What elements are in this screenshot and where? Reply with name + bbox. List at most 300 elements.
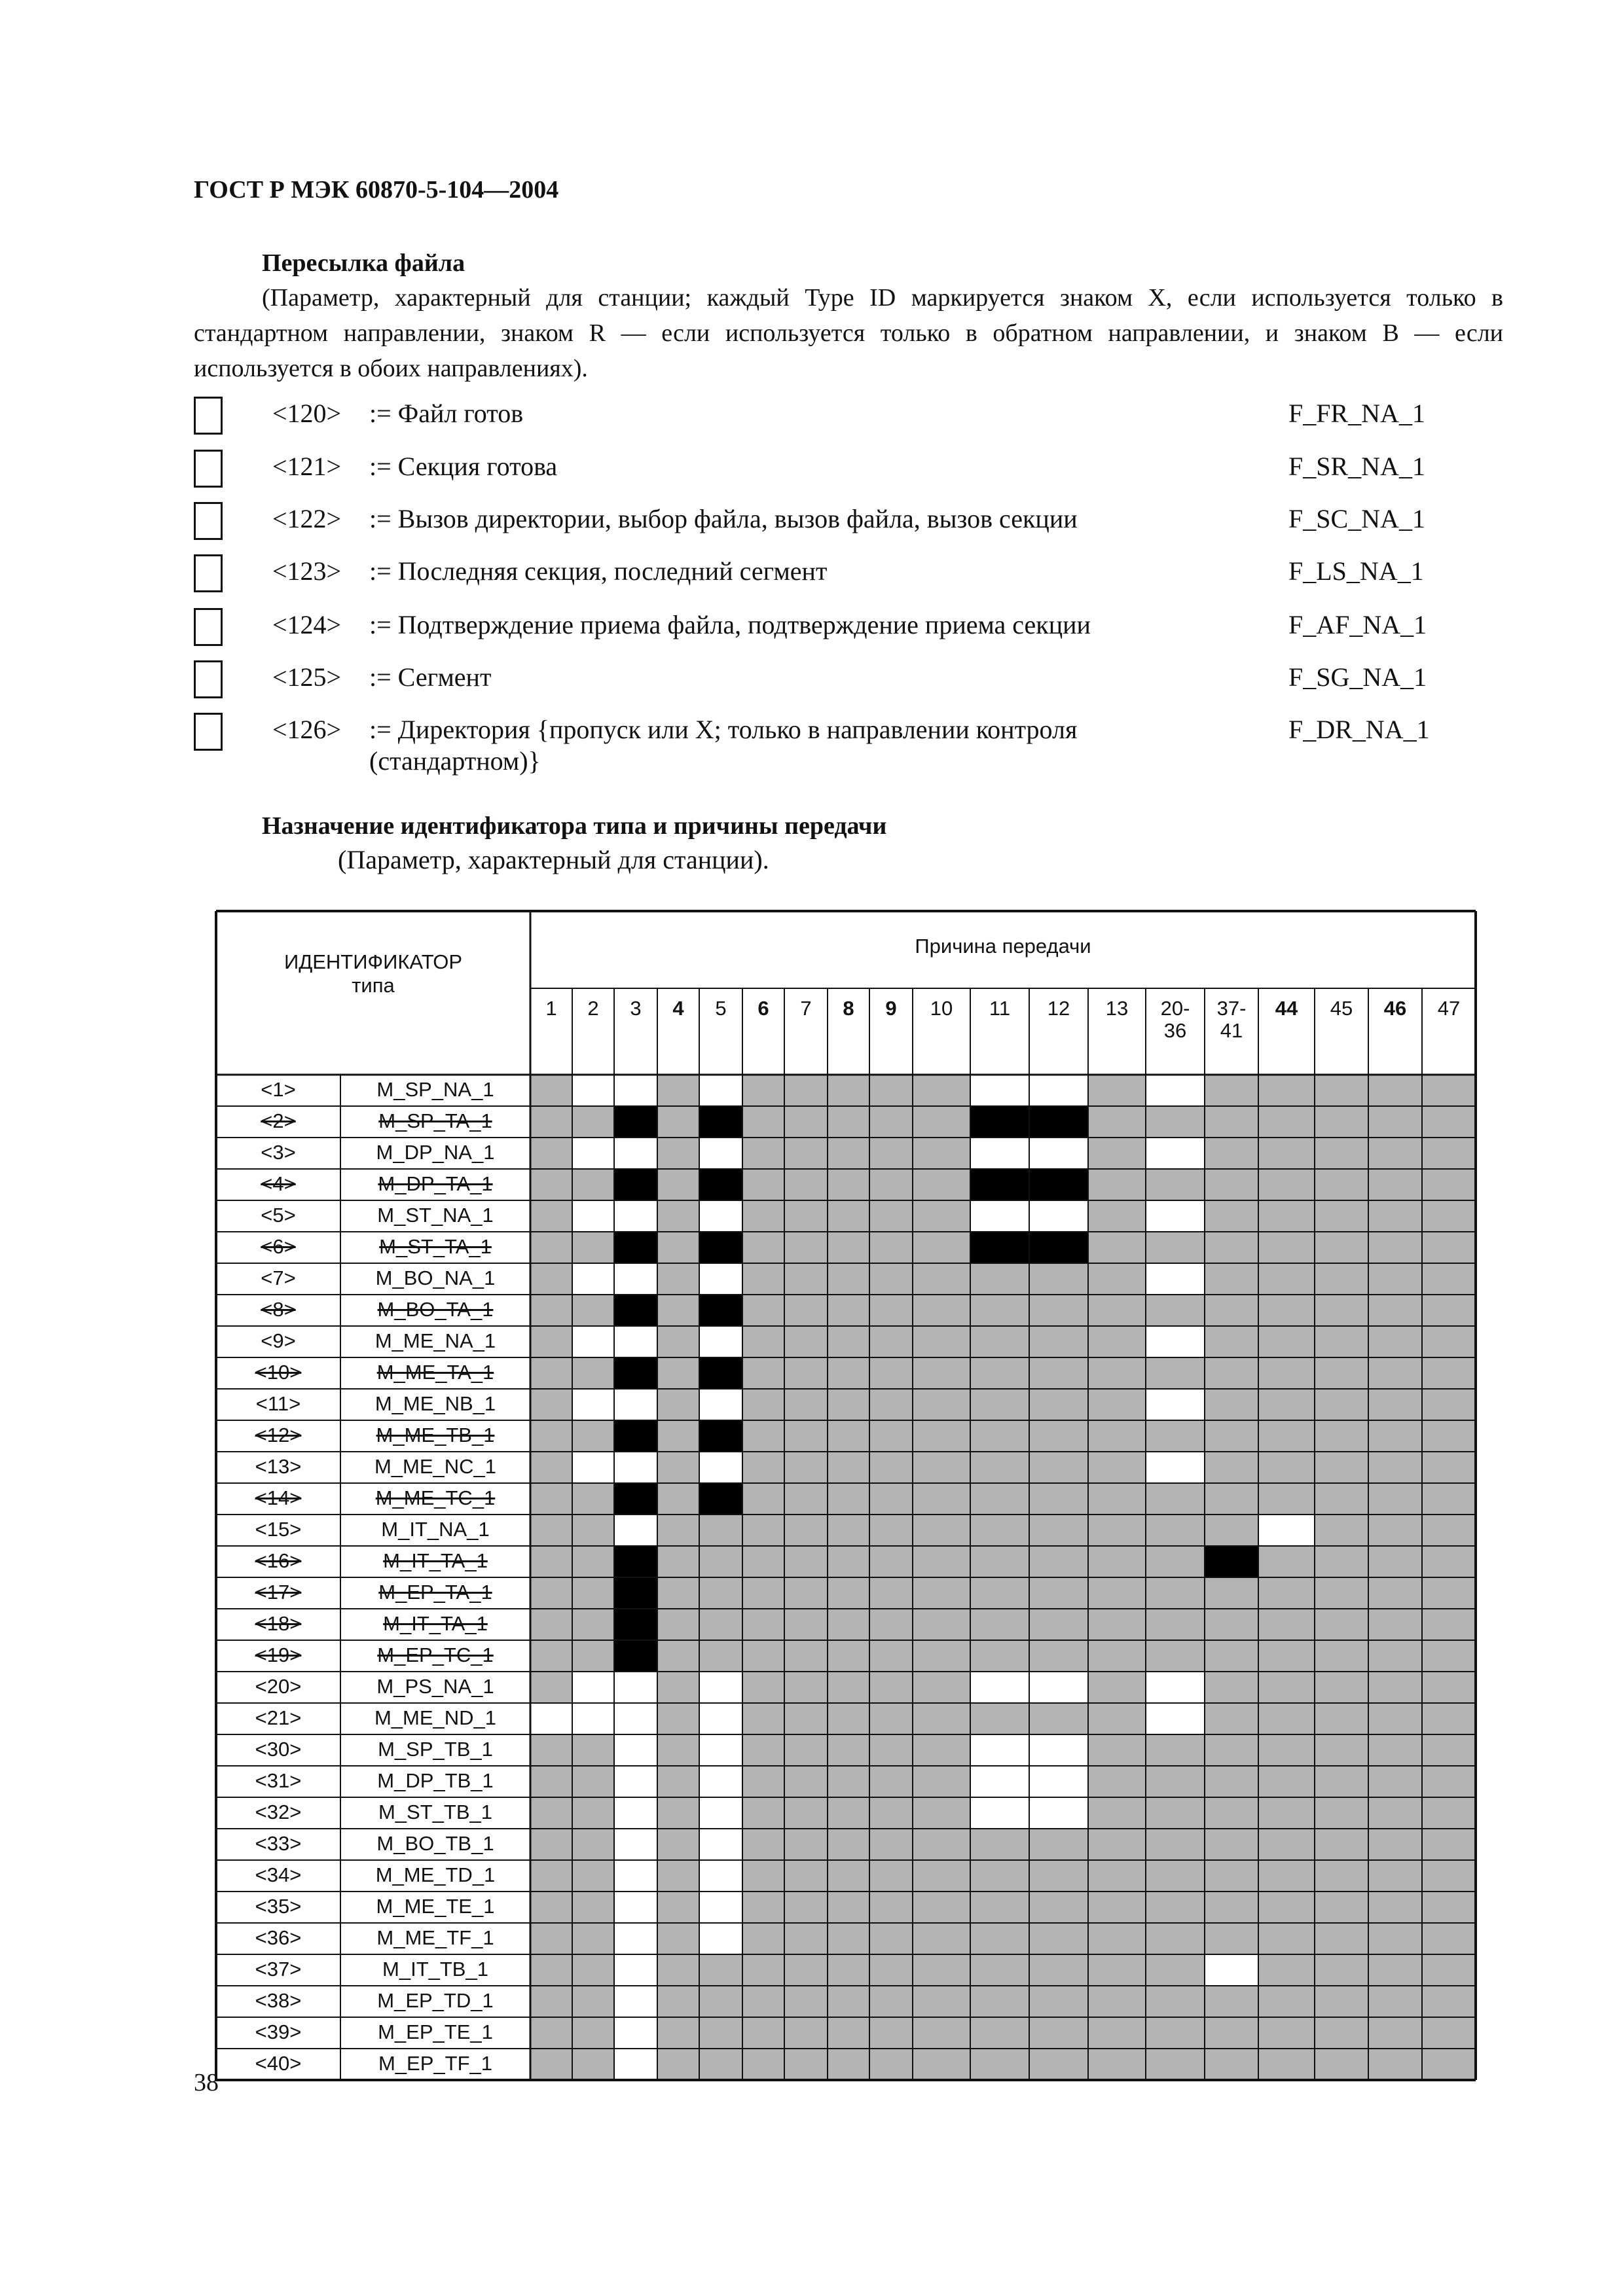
table-cell	[1029, 1577, 1088, 1609]
type-code: <120>	[272, 399, 342, 428]
table-cell	[530, 1452, 572, 1483]
table-cell	[970, 1829, 1029, 1860]
table-cell	[828, 1263, 869, 1295]
table-cell	[1205, 1797, 1258, 1829]
table-cell	[657, 1672, 699, 1703]
table-cell	[742, 1672, 784, 1703]
table-cell	[1146, 1200, 1205, 1232]
table-cell	[828, 1326, 869, 1357]
table-cell	[530, 1263, 572, 1295]
table-cell	[1088, 1734, 1146, 1766]
table-cell	[784, 1357, 828, 1389]
table-cell	[1205, 1075, 1258, 1106]
table-cell	[657, 1326, 699, 1357]
table-cell	[1029, 1766, 1088, 1797]
table-cell	[1146, 1515, 1205, 1546]
cause-header-cell	[530, 911, 1476, 988]
table-cell	[742, 2017, 784, 2049]
table-cell	[614, 1766, 657, 1797]
table-cell	[784, 2049, 828, 2080]
table-cell	[1258, 1672, 1315, 1703]
table-cell	[913, 1797, 970, 1829]
table-cell	[530, 1703, 572, 1734]
checkbox[interactable]	[194, 554, 223, 592]
table-cell	[970, 1577, 1029, 1609]
checkbox[interactable]	[194, 713, 223, 751]
table-cell	[1029, 1923, 1088, 1954]
table-cell	[828, 1106, 869, 1138]
table-cell	[614, 2049, 657, 2080]
table-cell	[572, 1169, 614, 1200]
table-cell	[614, 1326, 657, 1357]
row-type-name: M_ME_TB_1	[340, 1420, 530, 1452]
table-cell	[1422, 1954, 1476, 1986]
table-cell	[1205, 1200, 1258, 1232]
table-cell	[828, 1954, 869, 1986]
table-cell	[530, 1515, 572, 1546]
table-cell	[1146, 1640, 1205, 1672]
table-cell	[530, 1232, 572, 1263]
table-cell	[1422, 1672, 1476, 1703]
table-cell	[614, 1954, 657, 1986]
table-cell	[1029, 1797, 1088, 1829]
table-cell	[970, 1766, 1029, 1797]
table-cell	[1315, 1609, 1368, 1640]
table-cell	[742, 1703, 784, 1734]
table-cell	[657, 1200, 699, 1232]
table-cell	[530, 1892, 572, 1923]
table-cell	[1315, 1923, 1368, 1954]
row-type-name: M_ST_TB_1	[340, 1797, 530, 1829]
table-cell	[784, 1232, 828, 1263]
table-cell	[869, 1797, 913, 1829]
table-cell	[1422, 1923, 1476, 1954]
row-type-code: <1>	[216, 1075, 340, 1106]
type-description: := Секция готова	[369, 452, 558, 481]
table-cell	[1258, 1515, 1315, 1546]
table-cell	[913, 1169, 970, 1200]
table-cell	[657, 1923, 699, 1954]
table-cell	[572, 2049, 614, 2080]
table-cell	[1029, 1106, 1088, 1138]
column-header-label: 46	[1383, 997, 1407, 1020]
table-cell	[699, 1169, 742, 1200]
table-cell	[614, 1860, 657, 1892]
row-type-code: <10>	[216, 1357, 340, 1389]
table-cell	[913, 1829, 970, 1860]
table-cell	[1088, 1577, 1146, 1609]
table-cell	[828, 1577, 869, 1609]
table-cell	[1258, 1609, 1315, 1640]
table-cell	[828, 1138, 869, 1169]
checkbox[interactable]	[194, 502, 223, 540]
file-transfer-item	[194, 605, 1477, 651]
table-cell	[1422, 1703, 1476, 1734]
table-cell	[1205, 1860, 1258, 1892]
type-description: := Последняя секция, последний сегмент	[369, 556, 828, 586]
table-cell	[1146, 2017, 1205, 2049]
table-cell	[1258, 1232, 1315, 1263]
table-cell	[1368, 1546, 1422, 1577]
table-cell	[970, 1892, 1029, 1923]
table-cell	[1205, 1986, 1258, 2017]
table-cell	[828, 2017, 869, 2049]
table-cell	[828, 1986, 869, 2017]
row-type-name: M_EP_TE_1	[340, 2017, 530, 2049]
table-cell	[1088, 1200, 1146, 1232]
table-cell	[913, 1640, 970, 1672]
table-cell	[1422, 1232, 1476, 1263]
checkbox[interactable]	[194, 397, 223, 435]
table-cell	[1315, 1640, 1368, 1672]
table-cell	[1146, 1797, 1205, 1829]
table-cell	[1205, 1420, 1258, 1452]
table-cell	[657, 1106, 699, 1138]
table-cell	[869, 1892, 913, 1923]
table-cell	[1368, 1829, 1422, 1860]
table-cell	[1422, 1515, 1476, 1546]
table-cell	[1315, 1106, 1368, 1138]
column-header-label: 9	[885, 997, 897, 1020]
table-cell	[530, 1169, 572, 1200]
table-cell	[1422, 1860, 1476, 1892]
table-cell	[913, 1609, 970, 1640]
column-header-label: 11	[989, 997, 1011, 1020]
column-header	[1422, 988, 1476, 1075]
table-cell	[742, 1232, 784, 1263]
table-cell	[784, 1640, 828, 1672]
table-cell	[699, 1295, 742, 1326]
table-cell	[1205, 1923, 1258, 1954]
table-cell	[1258, 1703, 1315, 1734]
table-cell	[1029, 1829, 1088, 1860]
table-cell	[1422, 1138, 1476, 1169]
table-cell	[1029, 1609, 1088, 1640]
table-cell	[913, 1106, 970, 1138]
table-cell	[828, 1420, 869, 1452]
type-identifier: F_AF_NA_1	[1288, 610, 1427, 639]
table-cell	[1258, 1734, 1315, 1766]
table-cell	[572, 1295, 614, 1326]
table-cell	[869, 1200, 913, 1232]
table-cell	[699, 1703, 742, 1734]
row-type-code: <21>	[216, 1703, 340, 1734]
table-cell	[614, 1106, 657, 1138]
row-type-name: M_ME_TD_1	[340, 1860, 530, 1892]
table-cell	[1029, 1672, 1088, 1703]
table-cell	[1029, 1734, 1088, 1766]
table-cell	[913, 1923, 970, 1954]
table-cell	[699, 1797, 742, 1829]
table-cell	[742, 1766, 784, 1797]
table-cell	[572, 1734, 614, 1766]
table-cell	[1088, 1766, 1146, 1797]
table-cell	[657, 2017, 699, 2049]
table-cell	[869, 1734, 913, 1766]
table-cell	[657, 1797, 699, 1829]
table-cell	[970, 1357, 1029, 1389]
table-cell	[699, 1860, 742, 1892]
type-code: <123>	[272, 556, 342, 586]
table-cell	[869, 1860, 913, 1892]
column-header-label: 10	[930, 997, 953, 1020]
table-cell	[572, 1546, 614, 1577]
table-cell	[614, 1515, 657, 1546]
row-type-name: M_ST_NA_1	[340, 1200, 530, 1232]
checkbox[interactable]	[194, 660, 223, 698]
table-cell	[572, 1577, 614, 1609]
table-cell	[1205, 1452, 1258, 1483]
column-header	[1315, 988, 1368, 1075]
table-cell	[1029, 1200, 1088, 1232]
table-cell	[1088, 1138, 1146, 1169]
table-cell	[1088, 1357, 1146, 1389]
table-cell	[530, 1326, 572, 1357]
table-cell	[1315, 1138, 1368, 1169]
table-cell	[742, 1797, 784, 1829]
table-cell	[828, 1295, 869, 1326]
table-cell	[970, 1640, 1029, 1672]
table-cell	[828, 1200, 869, 1232]
table-cell	[970, 1326, 1029, 1357]
table-cell	[572, 1640, 614, 1672]
table-cell	[1029, 1452, 1088, 1483]
table-cell	[1368, 1263, 1422, 1295]
table-cell	[572, 1609, 614, 1640]
table-cell	[1368, 1106, 1422, 1138]
table-cell	[869, 1138, 913, 1169]
table-cell	[784, 1986, 828, 2017]
table-cell	[742, 1200, 784, 1232]
table-cell	[970, 2049, 1029, 2080]
row-type-name: M_EP_TA_1	[340, 1577, 530, 1609]
table-cell	[1088, 1295, 1146, 1326]
table-cell	[828, 2049, 869, 2080]
table-cell	[742, 1954, 784, 1986]
table-cell	[1088, 1829, 1146, 1860]
table-cell	[572, 1860, 614, 1892]
table-cell	[530, 1954, 572, 1986]
type-code: <121>	[272, 452, 342, 481]
file-transfer-item	[194, 658, 1477, 704]
table-cell	[913, 1138, 970, 1169]
table-cell	[1146, 1295, 1205, 1326]
table-cell	[970, 1986, 1029, 2017]
column-header-label: 7	[800, 997, 812, 1020]
table-cell	[1258, 1263, 1315, 1295]
table-cell	[1368, 1766, 1422, 1797]
column-header-label: 6	[757, 997, 769, 1020]
table-cell	[1422, 1797, 1476, 1829]
table-cell	[1368, 1420, 1422, 1452]
table-cell	[970, 1138, 1029, 1169]
row-type-code: <2>	[216, 1106, 340, 1138]
table-cell	[614, 2017, 657, 2049]
table-cell	[572, 1515, 614, 1546]
table-cell	[1205, 1546, 1258, 1577]
table-cell	[869, 1483, 913, 1515]
table-cell	[1258, 1452, 1315, 1483]
table-cell	[1205, 1483, 1258, 1515]
table-cell	[657, 1232, 699, 1263]
table-cell	[742, 1420, 784, 1452]
table-cell	[913, 1954, 970, 1986]
table-cell	[1315, 1295, 1368, 1326]
table-cell	[1146, 1169, 1205, 1200]
table-cell	[1029, 2017, 1088, 2049]
row-type-name: M_BO_TA_1	[340, 1295, 530, 1326]
table-cell	[1368, 1640, 1422, 1672]
table-cell	[913, 1766, 970, 1797]
table-cell	[913, 1892, 970, 1923]
checkbox[interactable]	[194, 450, 223, 488]
row-type-name: M_ME_NA_1	[340, 1326, 530, 1357]
column-header-label: 5	[715, 997, 727, 1020]
section-description-file-transfer: (Параметр, характерный для станции; каждый Type ID маркируется знаком X, если используется только в стандартном направлении, знаком R — если используется только в обратном направлении, и знаком B — если используется в обоих направлениях).	[194, 284, 1503, 382]
table-cell	[1088, 1106, 1146, 1138]
column-header	[657, 988, 699, 1075]
table-cell	[1205, 2017, 1258, 2049]
column-header	[742, 988, 784, 1075]
table-cell	[1368, 2049, 1422, 2080]
table-cell	[530, 1609, 572, 1640]
table-cell	[869, 1609, 913, 1640]
row-type-name: M_EP_TC_1	[340, 1640, 530, 1672]
table-cell	[1088, 1420, 1146, 1452]
table-cell	[530, 1200, 572, 1232]
table-cell	[784, 1138, 828, 1169]
cause-header-label: Причина передачи	[915, 935, 1091, 958]
table-cell	[1422, 1609, 1476, 1640]
row-type-code: <35>	[216, 1892, 340, 1923]
table-cell	[970, 1734, 1029, 1766]
row-type-code: <9>	[216, 1326, 340, 1357]
table-cell	[1029, 1295, 1088, 1326]
table-cell	[913, 1703, 970, 1734]
table-cell	[1205, 1295, 1258, 1326]
column-header	[913, 988, 970, 1075]
table-cell	[742, 1357, 784, 1389]
table-cell	[699, 1923, 742, 1954]
row-type-code: <33>	[216, 1829, 340, 1860]
table-cell	[784, 1515, 828, 1546]
table-cell	[699, 1357, 742, 1389]
table-cell	[1205, 1326, 1258, 1357]
table-cell	[1258, 1169, 1315, 1200]
section-description-type-assignment: (Параметр, характерный для станции).	[338, 845, 769, 874]
table-cell	[1029, 1138, 1088, 1169]
table-cell	[1422, 1577, 1476, 1609]
table-cell	[1029, 1389, 1088, 1420]
table-cell	[1088, 1640, 1146, 1672]
table-cell	[742, 1546, 784, 1577]
table-cell	[869, 1766, 913, 1797]
table-cell	[657, 1734, 699, 1766]
table-cell	[1258, 1766, 1315, 1797]
table-cell	[699, 2049, 742, 2080]
table-cell	[657, 1703, 699, 1734]
table-cell	[530, 1483, 572, 1515]
table-cell	[1029, 1263, 1088, 1295]
table-cell	[530, 1577, 572, 1609]
table-cell	[1315, 1200, 1368, 1232]
table-cell	[742, 1138, 784, 1169]
table-cell	[970, 1389, 1029, 1420]
table-cell	[530, 1138, 572, 1169]
table-cell	[828, 1640, 869, 1672]
table-cell	[828, 1860, 869, 1892]
table-cell	[1258, 1138, 1315, 1169]
table-cell	[828, 1703, 869, 1734]
table-cell	[572, 1200, 614, 1232]
table-cell	[742, 1452, 784, 1483]
table-cell	[913, 1546, 970, 1577]
table-cell	[614, 1640, 657, 1672]
table-cell	[1088, 1452, 1146, 1483]
row-type-code: <13>	[216, 1452, 340, 1483]
table-cell	[1315, 1169, 1368, 1200]
row-type-code: <5>	[216, 1200, 340, 1232]
row-type-code: <3>	[216, 1138, 340, 1169]
section-title-file-transfer: Пересылка файла	[262, 249, 465, 277]
table-cell	[1368, 1357, 1422, 1389]
table-cell	[1146, 1577, 1205, 1609]
table-cell	[1088, 1263, 1146, 1295]
row-type-code: <15>	[216, 1515, 340, 1546]
table-cell	[869, 1954, 913, 1986]
table-cell	[869, 1703, 913, 1734]
table-cell	[784, 1295, 828, 1326]
table-cell	[657, 1546, 699, 1577]
table-cell	[1205, 1106, 1258, 1138]
row-type-name: M_PS_NA_1	[340, 1672, 530, 1703]
table-cell	[572, 1923, 614, 1954]
table-cell	[1422, 1766, 1476, 1797]
table-cell	[828, 1389, 869, 1420]
table-cell	[913, 1672, 970, 1703]
table-cell	[1146, 1138, 1205, 1169]
table-cell	[913, 1452, 970, 1483]
type-identifier: F_DR_NA_1	[1288, 715, 1430, 744]
table-cell	[1422, 1389, 1476, 1420]
table-cell	[1315, 1075, 1368, 1106]
checkbox[interactable]	[194, 608, 223, 646]
table-cell	[742, 1075, 784, 1106]
table-cell	[1146, 1703, 1205, 1734]
type-description: := Вызов директории, выбор файла, вызов файла, вызов секции	[369, 504, 1078, 533]
table-cell	[530, 1295, 572, 1326]
table-cell	[742, 2049, 784, 2080]
table-cell	[572, 1138, 614, 1169]
table-cell	[913, 1577, 970, 1609]
table-cell	[657, 1483, 699, 1515]
table-cell	[572, 1106, 614, 1138]
table-cell	[742, 1263, 784, 1295]
table-cell	[913, 1295, 970, 1326]
table-cell	[1205, 1263, 1258, 1295]
table-cell	[970, 1703, 1029, 1734]
row-type-name: M_SP_TB_1	[340, 1734, 530, 1766]
table-cell	[1088, 1797, 1146, 1829]
row-type-name: M_DP_TA_1	[340, 1169, 530, 1200]
table-cell	[1315, 1797, 1368, 1829]
type-description: := Директория {пропуск или X; только в направлении контроля (стандартном)}	[369, 715, 1078, 776]
table-cell	[1205, 1892, 1258, 1923]
table-cell	[913, 2049, 970, 2080]
table-cell	[1146, 1263, 1205, 1295]
table-cell	[572, 1389, 614, 1420]
table-cell	[784, 1734, 828, 1766]
